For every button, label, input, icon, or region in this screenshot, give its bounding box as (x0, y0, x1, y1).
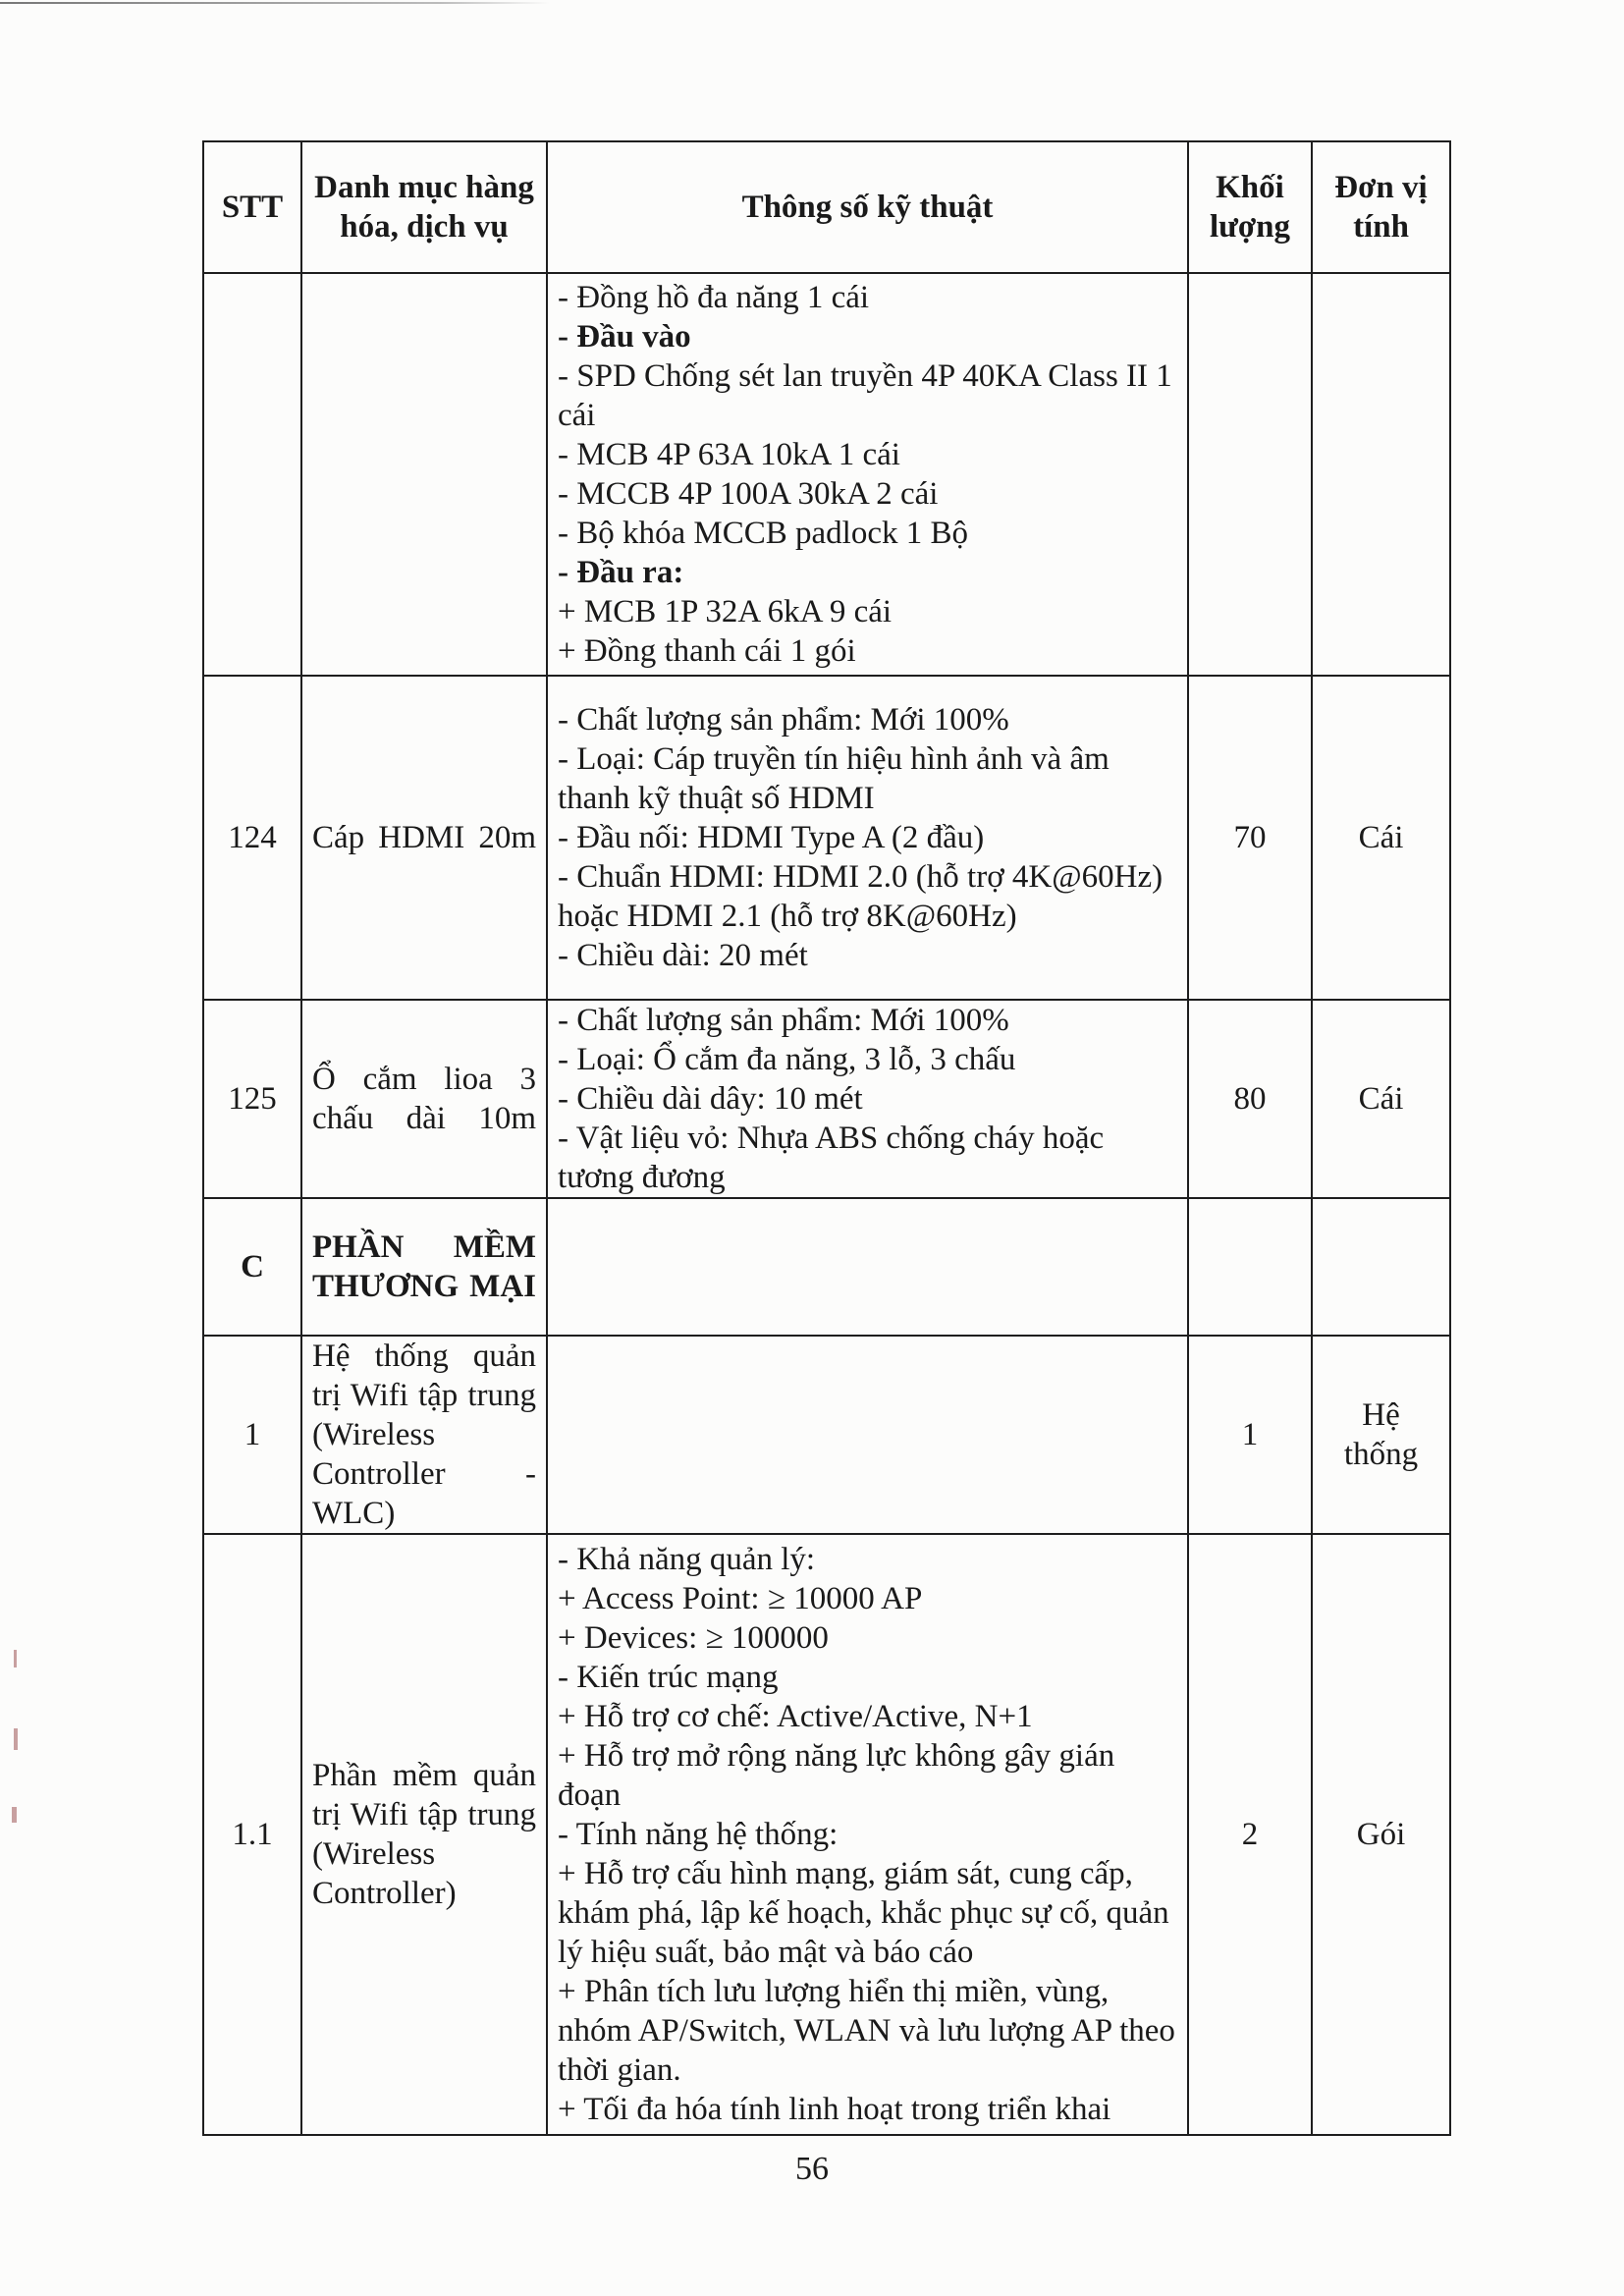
cell-stt: C (203, 1198, 301, 1336)
cell-spec (547, 273, 1188, 676)
cell-unit: Cái (1312, 676, 1450, 1000)
header-name: Danh mục hàng hóa, dịch vụ (301, 141, 547, 273)
cell-spec (547, 1000, 1188, 1198)
spec-line: - Bộ khóa MCCB padlock 1 Bộ (558, 516, 968, 551)
cell-name (301, 273, 547, 676)
margin-mark (12, 1807, 17, 1823)
cell-stt: 1 (203, 1336, 301, 1534)
cell-spec (547, 1198, 1188, 1336)
cell-name: Ổ cắm lioa 3 chấu dài 10m (301, 1000, 547, 1198)
spec-line: - Kiến trúc mạng (558, 1660, 779, 1695)
spec-line: + Hỗ trợ cấu hình mạng, giám sát, cung cấp, khám phá, lập kế hoạch, khắc phục sự cố, quản lý hiệu suất, bảo mật và báo cáo (558, 1856, 1169, 1970)
margin-mark (14, 1650, 17, 1667)
cell-qty: 1 (1188, 1336, 1312, 1534)
cell-stt: 124 (203, 676, 301, 1000)
cell-qty (1188, 1198, 1312, 1336)
margin-mark (14, 1728, 18, 1750)
cell-name: Phần mềm quản trị Wifi tập trung (Wireless Controller) (301, 1534, 547, 2135)
spec-line: + Devices: ≥ 100000 (558, 1620, 829, 1656)
header-unit: Đơn vị tính (1312, 141, 1450, 273)
spec-line: - Đồng hồ đa năng 1 cái (558, 280, 870, 315)
cell-name: Cáp HDMI 20m (301, 676, 547, 1000)
cell-stt (203, 273, 301, 676)
spec-line: - Loại: Ổ cắm đa năng, 3 lỗ, 3 chấu (558, 1042, 1016, 1077)
table-row (203, 273, 1450, 676)
section-row (203, 1198, 1450, 1336)
cell-stt: 125 (203, 1000, 301, 1198)
cell-spec (547, 1336, 1188, 1534)
cell-unit (1312, 1198, 1450, 1336)
table-header-row (203, 141, 1450, 273)
table-row (203, 1534, 1450, 2135)
spec-line: - Đầu vào (558, 319, 691, 355)
spec-line: + Hỗ trợ cơ chế: Active/Active, N+1 (558, 1699, 1033, 1734)
spec-line: + Access Point: ≥ 10000 AP (558, 1581, 923, 1616)
spec-line: - Đầu nối: HDMI Type A (2 đầu) (558, 820, 985, 855)
header-spec: Thông số kỹ thuật (547, 141, 1188, 273)
spec-line: + Hỗ trợ mở rộng năng lực không gây gián đoạn (558, 1738, 1115, 1813)
spec-line: - Chất lượng sản phẩm: Mới 100% (558, 1003, 1009, 1038)
table-row (203, 1336, 1450, 1534)
spec-line: - Đầu ra: (558, 555, 684, 590)
cell-spec (547, 676, 1188, 1000)
spec-line: + MCB 1P 32A 6kA 9 cái (558, 594, 893, 629)
page-number: 56 (795, 2151, 829, 2187)
spec-line: - Chất lượng sản phẩm: Mới 100% (558, 702, 1009, 738)
cell-unit: Gói (1312, 1534, 1450, 2135)
spec-line: - SPD Chống sét lan truyền 4P 40KA Class II 1 cái (558, 358, 1172, 433)
spec-line: - MCB 4P 63A 10kA 1 cái (558, 437, 900, 472)
spec-line: - Chiều dài dây: 10 mét (558, 1081, 863, 1117)
cell-qty: 80 (1188, 1000, 1312, 1198)
spec-line: - Chuẩn HDMI: HDMI 2.0 (hỗ trợ 4K@60Hz) hoặc HDMI 2.1 (hỗ trợ 8K@60Hz) (558, 859, 1164, 934)
cell-unit: Cái (1312, 1000, 1450, 1198)
header-stt: STT (203, 141, 301, 273)
header-qty: Khối lượng (1188, 141, 1312, 273)
specification-table (202, 140, 1451, 2136)
cell-qty (1188, 273, 1312, 676)
table-row (203, 1000, 1450, 1198)
cell-name: Hệ thống quản trị Wifi tập trung (Wireless Controller - WLC) (301, 1336, 547, 1534)
spec-line: + Đồng thanh cái 1 gói (558, 633, 856, 669)
table-row (203, 676, 1450, 1000)
spec-line: - MCCB 4P 100A 30kA 2 cái (558, 476, 939, 512)
spec-line: + Phân tích lưu lượng hiển thị miền, vùng, nhóm AP/Switch, WLAN và lưu lượng AP theo thời gian. (558, 1974, 1175, 2088)
spec-line: - Tính năng hệ thống: (558, 1817, 839, 1852)
cell-spec (547, 1534, 1188, 2135)
spec-line: - Khả năng quản lý: (558, 1542, 816, 1577)
spec-line: - Loại: Cáp truyền tín hiệu hình ảnh và âm thanh kỹ thuật số HDMI (558, 741, 1110, 816)
cell-unit: Hệ thống (1312, 1336, 1450, 1534)
cell-name: PHẦN MỀM THƯƠNG MẠI (301, 1198, 547, 1336)
spec-line: - Vật liệu vỏ: Nhựa ABS chống cháy hoặc tương đương (558, 1121, 1105, 1195)
spec-line: - Chiều dài: 20 mét (558, 938, 808, 973)
cell-unit (1312, 273, 1450, 676)
cell-qty: 70 (1188, 676, 1312, 1000)
cell-qty: 2 (1188, 1534, 1312, 2135)
scan-artifact-line (0, 2, 550, 4)
spec-line: + Tối đa hóa tính linh hoạt trong triển khai (558, 2092, 1111, 2127)
cell-stt: 1.1 (203, 1534, 301, 2135)
